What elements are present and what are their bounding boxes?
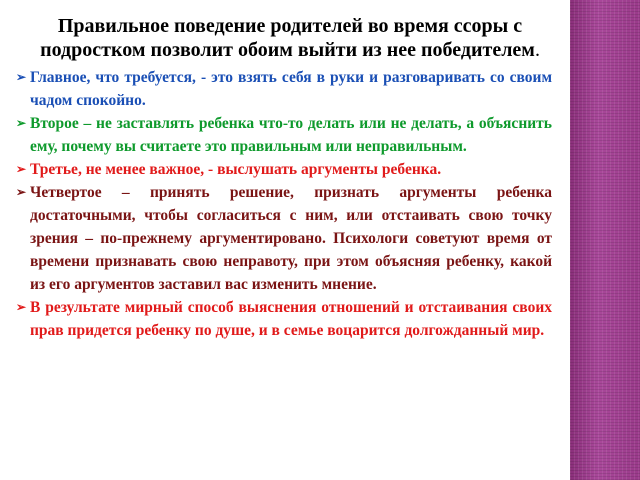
list-item [16,296,552,342]
list-item [16,66,552,112]
list-item-text: Третье, не менее важное, - выслушать аргументы ребенка. [30,161,442,178]
arrow-bullet-icon: ➢ [16,185,27,199]
arrow-bullet-icon: ➢ [16,116,27,130]
decorative-sidebar [570,0,640,480]
list-item-text: Главное, что требуется, - это взять себя в руки и разговаривать со своим чадом спокойно. [30,69,552,109]
list-item-text: Четвертое – принять решение, признать аргументы ребенка достаточными, чтобы согласиться с ним, или отстаивать свою точку зрения – по-прежнему аргументировано. Психологи советуют время от времени признавать свою неправоту, при этом объясняя ребенку, какой из его аргументов заставил вас изменить мнение. [30,184,552,293]
slide-title [20,14,560,62]
list-item [16,181,552,296]
list-item-text: Второе – не заставлять ребенка что-то делать или не делать, а объяснить ему, почему вы считаете это правильным или неправильным. [30,115,552,155]
bullet-list [16,66,552,342]
slide-title-period: . [534,39,540,61]
arrow-bullet-icon: ➢ [16,162,27,176]
list-item [16,112,552,158]
slide-title-text: Правильное поведение родителей во время ссоры с подростком позволит обоим выйти из нее победителем [40,15,535,61]
arrow-bullet-icon: ➢ [16,70,27,84]
list-item [16,158,552,181]
arrow-bullet-icon: ➢ [16,300,27,314]
list-item-text: В результате мирный способ выяснения отношений и отстаивания своих прав придется ребенку по душе, и в семье воцарится долгожданный мир. [30,299,552,339]
